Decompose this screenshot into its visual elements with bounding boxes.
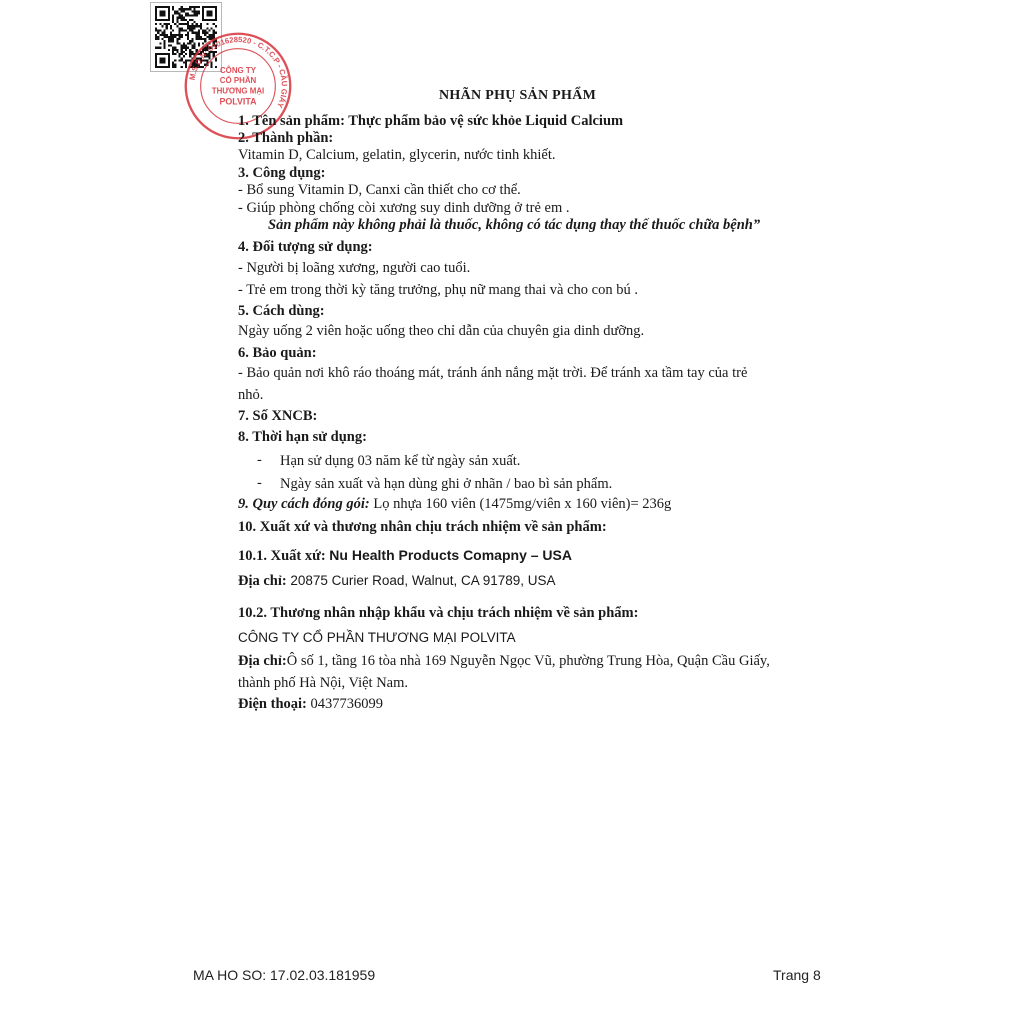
section-4-label: 4. Đối tượng sử dụng: [238, 239, 373, 255]
importer-address-label: Địa chỉ: [238, 653, 287, 669]
importer-address [238, 652, 770, 670]
section-4-line-1: - Người bị loãng xương, người cao tuổi. [238, 260, 471, 276]
section-9-value: Lọ nhựa 160 viên (1475mg/viên x 160 viên)= 236g [373, 496, 672, 512]
importer-address-line-2: thành phố Hà Nội, Việt Nam. [238, 675, 409, 691]
section-8-item-1: Hạn sử dụng 03 năm kể từ ngày sản xuất. [280, 453, 521, 469]
section-1-label: 1. Tên sản phẩm: [238, 113, 349, 129]
section-5-label: 5. Cách dùng: [238, 303, 325, 319]
warning-text: Sản phẩm này không phải là thuốc, không có tác dụng thay thế thuốc chữa bệnh” [268, 217, 761, 233]
footer-page-number: Trang 8 [773, 967, 821, 983]
section-8-item-2: Ngày sản xuất và hạn dùng ghi ở nhãn / bao bì sản phẩm. [280, 476, 613, 492]
seal-line-4: POLVITA [219, 96, 257, 107]
section-7-label: 7. Số XNCB: [238, 408, 318, 424]
importer-company-name: CÔNG TY CỔ PHẦN THƯƠNG MẠI POLVITA [238, 630, 516, 645]
origin-address [238, 572, 556, 590]
section-8-label: 8. Thời hạn sử dụng: [238, 429, 367, 445]
section-10-2-label: 10.2. Thương nhân nhập khẩu và chịu trách nhiệm về sản phẩm: [238, 605, 639, 621]
importer-address-line-1: Ô số 1, tầng 16 tòa nhà 169 Nguyễn Ngọc Vũ, phường Trung Hòa, Quận Cầu Giấy, [286, 653, 770, 669]
section-2-text: Vitamin D, Calcium, gelatin, glycerin, nước tinh khiết. [238, 147, 556, 163]
list-bullet-1: - [257, 452, 262, 468]
seal-line-1: CÔNG TY [219, 65, 257, 75]
section-10-1-value: Nu Health Products Comapny – USA [329, 547, 572, 563]
section-6-line-1: - Bảo quản nơi khô ráo thoáng mát, tránh ánh nắng mặt trời. Để tránh xa tầm tay của trẻ [238, 365, 748, 381]
footer-file-code: MA HO SO: 17.02.03.181959 [193, 967, 376, 983]
document-title: NHÃN PHỤ SẢN PHẨM [439, 88, 597, 103]
section-2-label: 2. Thành phần: [238, 130, 334, 146]
section-6-line-2: nhỏ. [238, 387, 264, 403]
section-10-label: 10. Xuất xứ và thương nhân chịu trách nhiệm về sản phẩm: [238, 519, 607, 535]
origin-address-label: Địa chỉ: [238, 573, 291, 589]
section-3-line-2: - Giúp phòng chống còi xương suy dinh dưỡng ở trẻ em . [238, 200, 570, 216]
importer-phone [238, 695, 383, 713]
section-3-label: 3. Công dụng: [238, 165, 326, 181]
section-1-value: Thực phẩm bảo vệ sức khỏe Liquid Calcium [348, 113, 624, 129]
phone-value: 0437736099 [310, 696, 383, 712]
seal-ring-text: M.S.D.N: 0101628520 - C.T.C.P - CẦU GIẤY [187, 35, 289, 110]
origin-address-value: 20875 Curier Road, Walnut, CA 91789, USA [290, 573, 556, 588]
section-5-text: Ngày uống 2 viên hoặc uống theo chỉ dẫn của chuyên gia dinh dưỡng. [238, 323, 645, 339]
list-bullet-2: - [257, 475, 262, 491]
section-10-1-origin [238, 546, 572, 565]
seal-line-2: CỔ PHẦN [219, 76, 257, 86]
section-9-label: 9. Quy cách đóng gói: [238, 496, 374, 512]
section-6-label: 6. Bảo quản: [238, 345, 317, 361]
section-1-product-name [238, 112, 623, 130]
section-4-line-2: - Trẻ em trong thời kỳ tăng trưởng, phụ nữ mang thai và cho con bú . [238, 282, 638, 298]
phone-label: Điện thoại: [238, 696, 311, 712]
seal-line-3: THƯƠNG MẠI [211, 86, 265, 96]
section-3-line-1: - Bổ sung Vitamin D, Canxi cần thiết cho cơ thể. [238, 182, 521, 198]
section-9-packaging [238, 495, 671, 513]
section-10-1-label: 10.1. Xuất xứ: [238, 548, 330, 564]
